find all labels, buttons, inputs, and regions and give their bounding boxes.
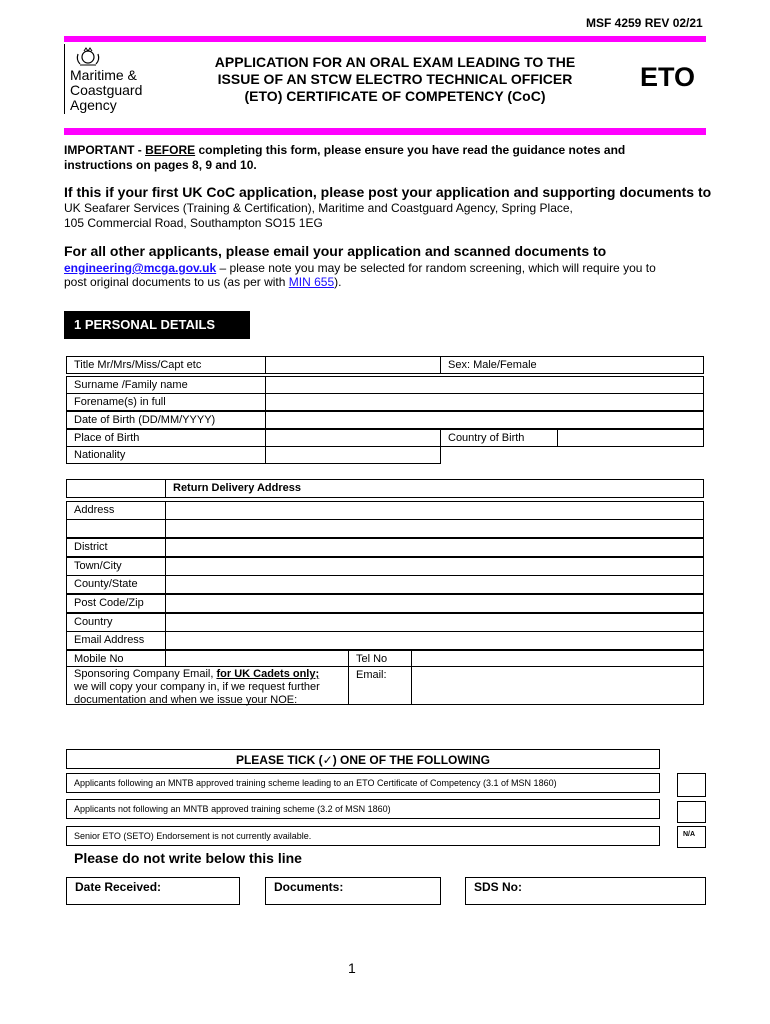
tel-input[interactable] <box>411 650 704 667</box>
email-address-input[interactable] <box>165 631 704 650</box>
town-label: Town/City <box>66 557 166 576</box>
sds-no-box: SDS No: <box>465 877 706 905</box>
county-input[interactable] <box>165 575 704 594</box>
postcode-label: Post Code/Zip <box>66 594 166 613</box>
sponsor-email-label <box>66 666 349 705</box>
surname-label: Surname /Family name <box>66 376 266 394</box>
page-title <box>180 54 610 105</box>
email-rest-2b: ). <box>334 275 342 289</box>
place-of-birth-label: Place of Birth <box>66 429 266 447</box>
important-before: BEFORE <box>145 143 196 157</box>
email-rest-1: – please note you may be selected for random screening, which will require you to <box>216 261 656 275</box>
title-input[interactable] <box>265 356 441 374</box>
postal-address-line-2: 105 Commercial Road, Southampton SO15 1EG <box>64 216 323 230</box>
sponsor-email-tag: Email: <box>348 666 412 705</box>
bottom-accent-bar <box>64 128 706 135</box>
district-label: District <box>66 538 166 557</box>
section-1-title: 1 PERSONAL DETAILS <box>64 311 250 339</box>
tick-option-2: Applicants not following an MNTB approved training scheme (3.2 of MSN 1860) <box>66 799 660 819</box>
tick-box-1[interactable] <box>677 773 706 797</box>
important-rest-1: completing this form, please ensure you have read the guidance notes and <box>195 143 626 157</box>
address-input-1[interactable] <box>165 501 704 520</box>
town-input[interactable] <box>165 557 704 576</box>
important-rest-2: instructions on pages 8, 9 and 10. <box>64 158 257 172</box>
address-input-2[interactable] <box>165 519 704 538</box>
country-of-birth-input[interactable] <box>557 429 704 447</box>
dob-input[interactable] <box>265 411 704 429</box>
country-input[interactable] <box>165 613 704 632</box>
first-application-heading: If this if your first UK CoC application, please post your application and supporting documents to <box>64 184 712 200</box>
sponsor-line-2: we will copy your company in, if we request further <box>74 681 320 693</box>
email-address-label: Email Address <box>66 631 166 650</box>
place-of-birth-input[interactable] <box>265 429 441 447</box>
dob-label: Date of Birth (DD/MM/YYYY) <box>66 411 266 429</box>
email-link[interactable]: engineering@mcga.gov.uk <box>64 261 217 275</box>
title-label: Title Mr/Mrs/Miss/Capt etc <box>66 356 266 374</box>
country-label: Country <box>66 613 166 632</box>
mobile-input[interactable] <box>165 650 349 667</box>
logo-line-3: Agency <box>70 97 117 113</box>
district-input[interactable] <box>165 538 704 557</box>
important-prefix: IMPORTANT - <box>64 143 146 157</box>
postal-address <box>64 201 573 231</box>
min-655-link[interactable]: MIN 655 <box>288 275 335 289</box>
eto-badge: ETO <box>640 62 696 92</box>
nationality-input[interactable] <box>265 446 441 464</box>
postal-address-line-1: UK Seafarer Services (Training & Certification), Maritime and Coastguard Agency, Spring Place, <box>64 201 573 215</box>
tick-option-1: Applicants following an MNTB approved training scheme leading to an ETO Certificate of Competency (3.1 of MSN 1860) <box>66 773 660 793</box>
page-number: 1 <box>348 960 356 976</box>
email-rest-2a: post original documents to us (as per with <box>64 275 289 289</box>
nationality-label: Nationality <box>66 446 266 464</box>
forenames-input[interactable] <box>265 393 704 411</box>
forenames-label: Forename(s) in full <box>66 393 266 411</box>
county-label: County/State <box>66 575 166 594</box>
title-line-1: APPLICATION FOR AN ORAL EXAM LEADING TO THE <box>214 54 576 70</box>
address-label: Address <box>66 501 166 520</box>
sponsor-email-input[interactable] <box>411 666 704 705</box>
top-accent-bar <box>64 36 706 42</box>
logo <box>64 44 164 116</box>
logo-line-1: Maritime & <box>70 67 137 83</box>
logo-divider <box>64 44 65 114</box>
tick-box-3-na: N/A <box>677 826 706 848</box>
country-of-birth-label: Country of Birth <box>440 429 558 447</box>
title-line-3: (ETO) CERTIFICATE OF COMPETENCY (CoC) <box>244 88 546 104</box>
return-address-header: Return Delivery Address <box>165 479 704 498</box>
tick-box-2[interactable] <box>677 801 706 823</box>
tick-header: PLEASE TICK (✓) ONE OF THE FOLLOWING <box>66 749 660 769</box>
sponsor-line-1a: Sponsoring Company Email, <box>74 668 217 680</box>
important-notice <box>64 143 714 173</box>
do-not-write-heading: Please do not write below this line <box>74 850 302 866</box>
sex-field[interactable]: Sex: Male/Female <box>440 356 704 374</box>
address-header-blank <box>66 479 166 498</box>
title-line-2: ISSUE OF AN STCW ELECTRO TECHNICAL OFFICER <box>217 71 573 87</box>
tel-label: Tel No <box>348 650 412 667</box>
address-blank-label <box>66 519 166 538</box>
documents-box: Documents: <box>265 877 441 905</box>
logo-line-2: Coastguard <box>70 82 143 98</box>
date-received-box: Date Received: <box>66 877 240 905</box>
form-code: MSF 4259 REV 02/21 <box>586 16 703 30</box>
surname-input[interactable] <box>265 376 704 394</box>
sponsor-line-1b: for UK Cadets only; <box>216 668 320 680</box>
tick-option-3: Senior ETO (SETO) Endorsement is not currently available. <box>66 826 660 846</box>
mobile-label: Mobile No <box>66 650 166 667</box>
postcode-input[interactable] <box>165 594 704 613</box>
sponsor-line-3: documentation and when we issue your NOE: <box>74 694 298 706</box>
email-instructions <box>64 261 734 289</box>
other-applicants-heading: For all other applicants, please email your application and scanned documents to <box>64 243 607 259</box>
royal-crest-icon <box>74 46 102 66</box>
